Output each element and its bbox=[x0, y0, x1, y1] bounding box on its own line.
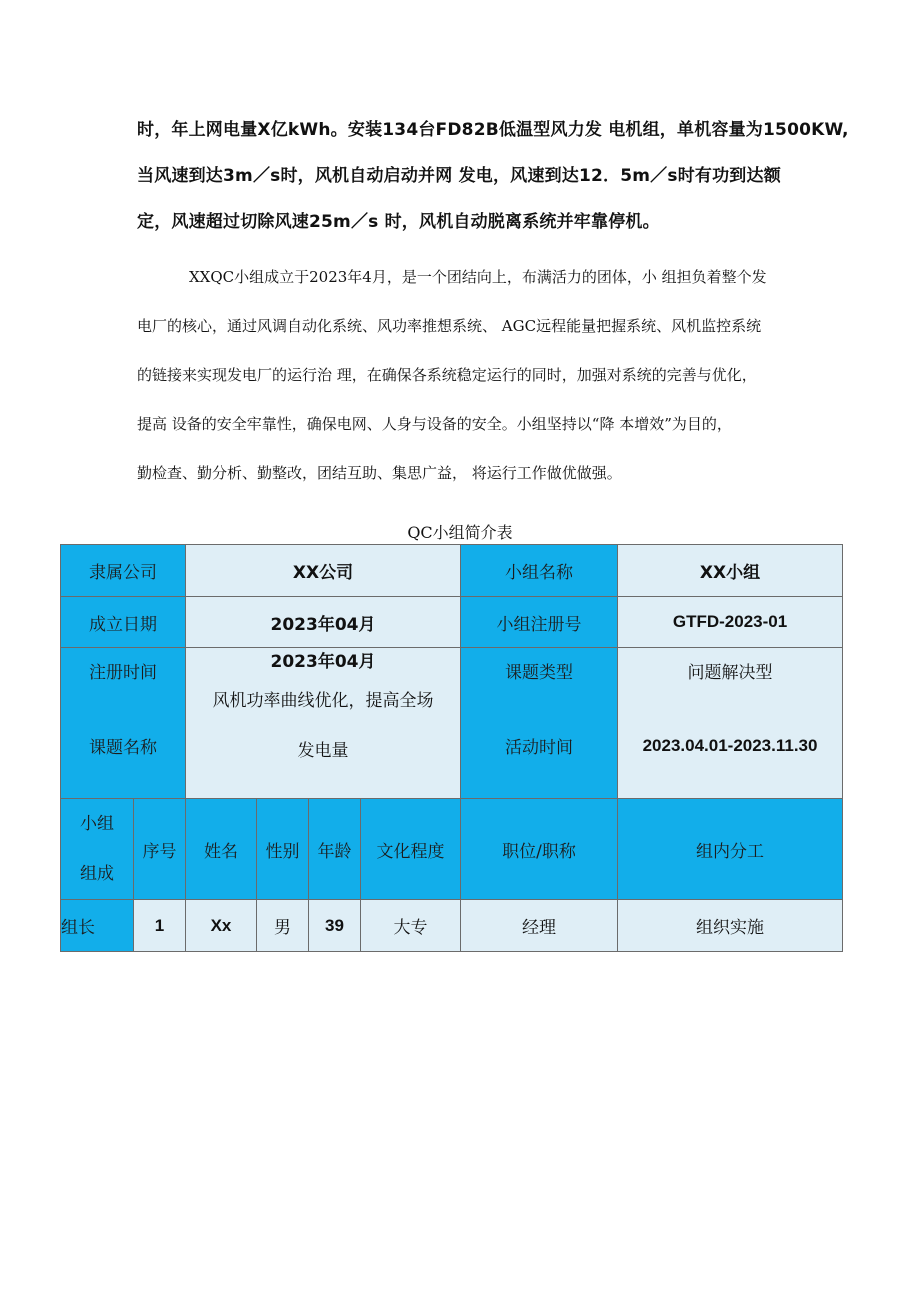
body-line: 提高 设备的安全牢靠性，确保电网、人身与设备的安全。小组坚持以“降 本增效”为目的， bbox=[137, 415, 732, 433]
group-name-value: XX小组 bbox=[618, 545, 843, 597]
member-gender: 男 bbox=[257, 900, 309, 952]
company-label: 隶属公司 bbox=[61, 545, 186, 597]
reg-topic-label-cell bbox=[61, 648, 186, 799]
seq-header: 序号 bbox=[134, 799, 186, 900]
duty-header: 组内分工 bbox=[618, 799, 843, 900]
body-line: 的链接来实现发电厂的运行治 理，在确保各系统稳定运行的同时，加强对系统的完善与优化， bbox=[137, 366, 757, 384]
members-group-header bbox=[61, 799, 134, 900]
body-line: 电厂的核心，通过风调自动化系统、风功率推想系统、 AGC远程能量把握系统、风机监控系统 bbox=[137, 317, 762, 335]
type-activity-value-cell bbox=[618, 648, 843, 799]
table-row bbox=[61, 545, 843, 597]
gender-header: 性别 bbox=[257, 799, 309, 900]
education-header: 文化程度 bbox=[361, 799, 461, 900]
intro-paragraph bbox=[137, 107, 849, 245]
activity-time-label: 活动时间 bbox=[505, 738, 574, 758]
member-seq: 1 bbox=[134, 900, 186, 952]
topic-type-value: 问题解决型 bbox=[687, 663, 773, 683]
member-duty: 组织实施 bbox=[618, 900, 843, 952]
body-paragraph bbox=[137, 253, 837, 498]
table-row bbox=[61, 799, 843, 900]
table-row bbox=[61, 597, 843, 648]
founded-value: 2023年04月 bbox=[186, 597, 461, 648]
member-age: 39 bbox=[309, 900, 361, 952]
intro-line: 时，年上网电量X亿kWh。安装134台FD82B低温型风力发 电机组，单机容量为1500KW, bbox=[137, 120, 849, 140]
body-line: 勤检查、勤分析、勤整改，团结互助、集思广益， 将运行工作做优做强。 bbox=[137, 464, 622, 482]
position-header: 职位/职称 bbox=[461, 799, 618, 900]
founded-label: 成立日期 bbox=[61, 597, 186, 648]
body-line: XXQC小组成立于2023年4月，是一个团结向上，布满活力的团体，小 组担负着整个发 bbox=[189, 268, 767, 286]
qc-group-table bbox=[60, 544, 843, 952]
member-position: 经理 bbox=[461, 900, 618, 952]
age-header: 年龄 bbox=[309, 799, 361, 900]
reg-topic-value-cell bbox=[186, 648, 461, 799]
table-row bbox=[61, 648, 843, 799]
intro-line: 定，风速超过切除风速25m／s 时，风机自动脱离系统并牢靠停机。 bbox=[137, 212, 660, 232]
reg-no-value: GTFD-2023-01 bbox=[618, 597, 843, 648]
member-education: 大专 bbox=[361, 900, 461, 952]
intro-line: 当风速到达3m／s时，风机自动启动并网 发电，风速到达12．5m／s时有功到达额 bbox=[137, 166, 781, 186]
topic-type-label: 课题类型 bbox=[505, 663, 574, 683]
table-caption: QC小组简介表 bbox=[407, 523, 513, 542]
topic-name-label: 课题名称 bbox=[89, 738, 157, 758]
members-group-header-line: 小组 bbox=[80, 814, 114, 834]
table-row bbox=[61, 900, 843, 952]
activity-time-value: 2023.04.01-2023.11.30 bbox=[642, 736, 818, 755]
company-value: XX公司 bbox=[186, 545, 461, 597]
topic-name-value-line: 风机功率曲线优化，提高全场 bbox=[212, 691, 434, 711]
member-name: Xx bbox=[186, 900, 257, 952]
reg-no-label: 小组注册号 bbox=[461, 597, 618, 648]
name-header: 姓名 bbox=[186, 799, 257, 900]
member-role: 组长 bbox=[61, 900, 134, 952]
members-group-header-line: 组成 bbox=[80, 864, 114, 884]
reg-time-label: 注册时间 bbox=[89, 663, 157, 683]
reg-time-value: 2023年04月 bbox=[270, 652, 376, 672]
group-name-label: 小组名称 bbox=[461, 545, 618, 597]
topic-name-value-line: 发电量 bbox=[297, 741, 349, 761]
type-activity-label-cell bbox=[461, 648, 618, 799]
